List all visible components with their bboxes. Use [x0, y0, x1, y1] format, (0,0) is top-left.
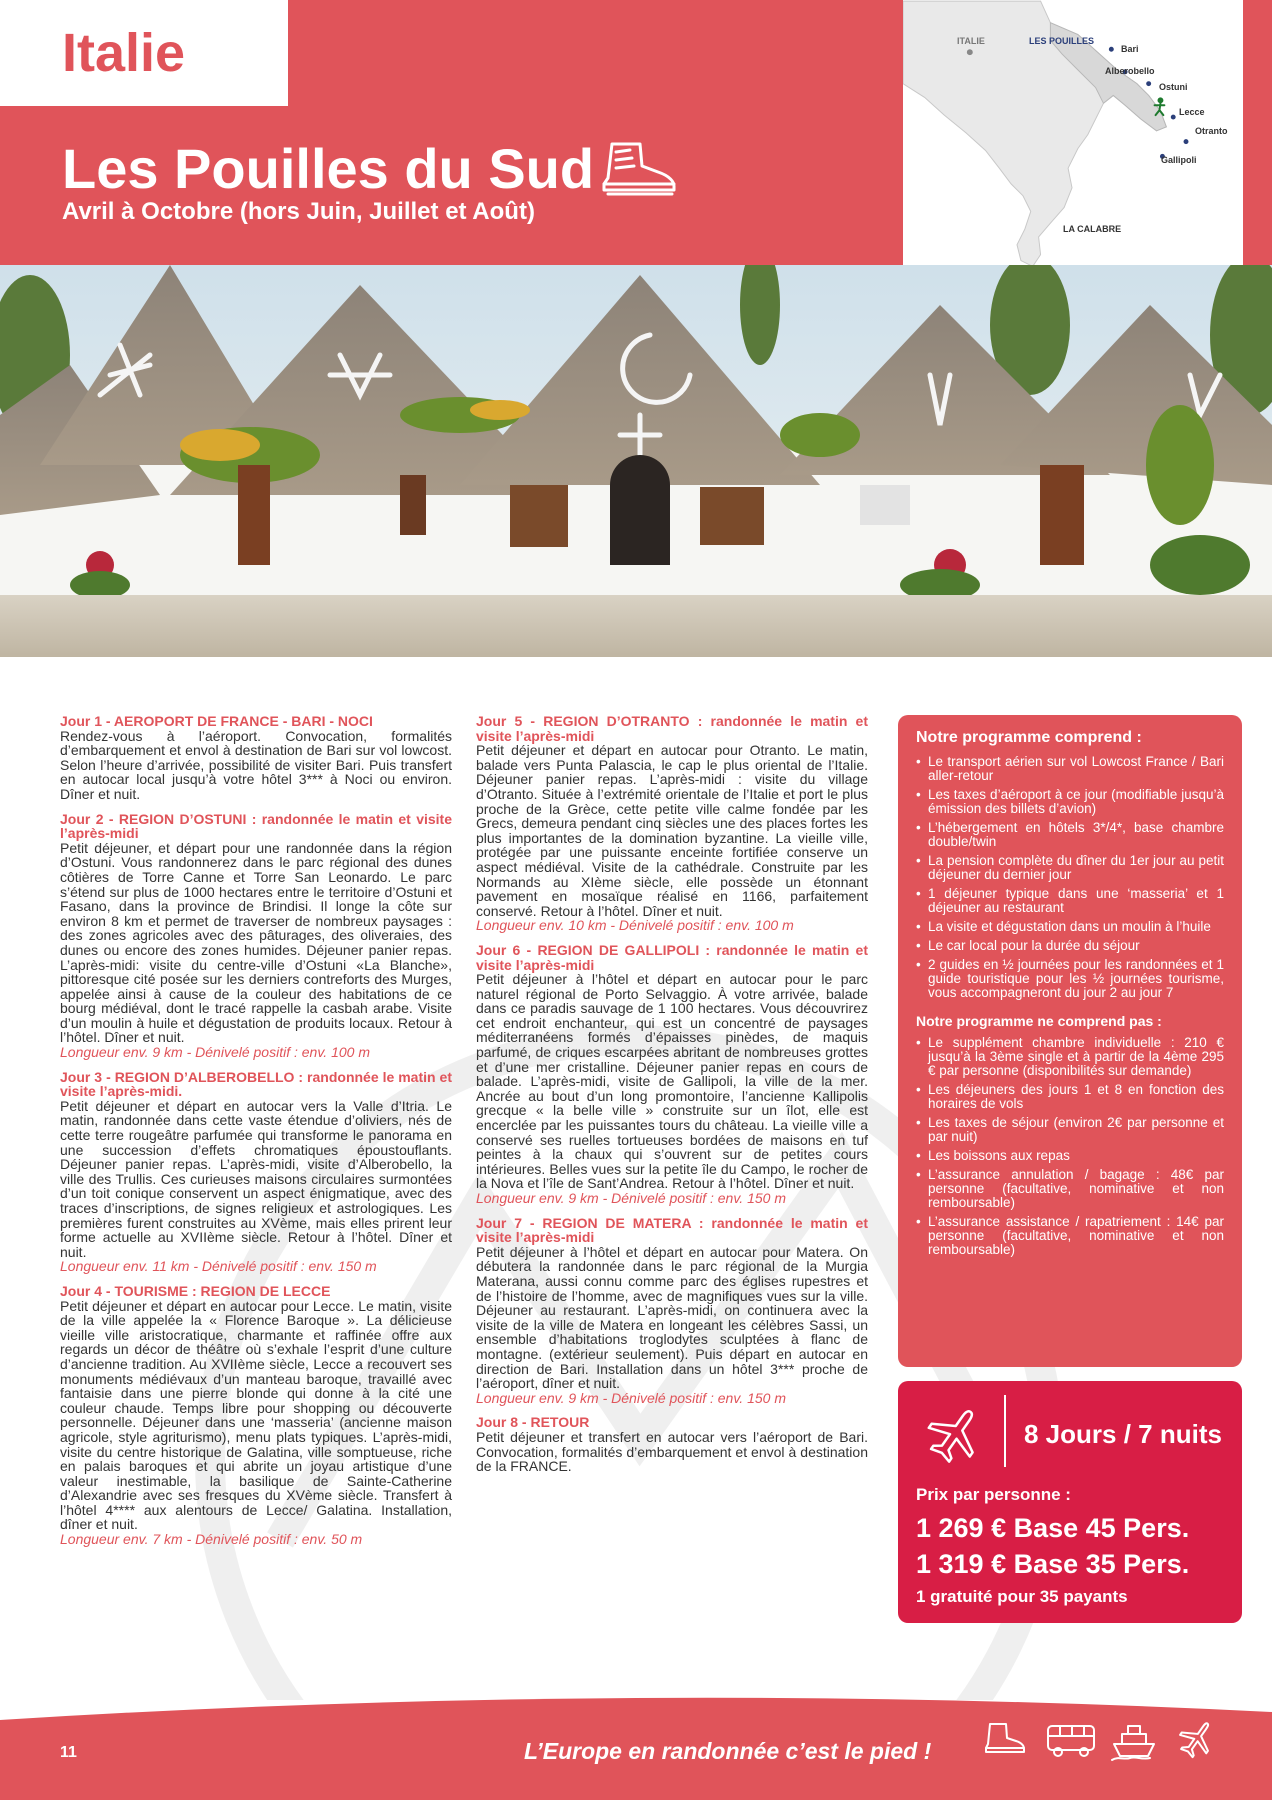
day-text: Petit déjeuner, et départ pour une randonnée dans la région d’Ostuni. Vous randonnerez dans le parc régional des dunes côtières de Torre Canne et Torre San Leonardo. Le parc s’étend sur plus de 1000 hectares entre le territoire d’Ostuni et Fasano, dans la province de Brindisi. Il longe la côte sur environ 8 km et permet de traverser de nombreux paysages : des zones agricoles avec des pâturages, des oliveraies, des dunes ou encore des zones humides. Déjeuner panier repas. L’après-midi: visite du centre-ville d’Ostuni «La Blanche», pittoresque cité posée sur les derniers contreforts des Murges, appelée ainsi à cause de la couleur des habitations de ce bourg médiéval, dont le tracé rappelle la casbah arabe. Visite d’un moulin à huile et dégustation de produits locaux. Retour à l’hôtel. Dîner et nuit.: [60, 839, 452, 1046]
program-includes-box: [898, 715, 1242, 1367]
day-title: Jour 7 - REGION DE MATERA : randonnée le matin et visite l’après-midi: [476, 1214, 868, 1246]
day-title: Jour 5 - REGION D’OTRANTO : randonnée le matin et visite l’après-midi: [476, 713, 868, 744]
day-text: Petit déjeuner à l’hôtel et départ en autocar pour le parc naturel régional de Porto Selvaggio. À votre arrivée, balade dans ce paradis sauvage de 1 100 hectares. Vous découvrirez cet endroit enchanteur, qui est un concentré de paysages méditerranéens formés d’épaisses pinèdes, de maquis parfumé, de criques escarpées abritant de nombreuses grottes et d’une mer cristalline. Déjeuner panier repas en cours de balade. L’après-midi, visite de Gallipoli, la ville de la mer. Ancrée au bout d’un long promontoire, l’ancienne Kallipolis grecque « la belle ville » construite sur un îlot, elle est encerclée par les puissantes tours du château. La vieille ville a conservé ses ruelles tortueuses bordées de maisons en tuf peintes à la chaux qui s’ouvrent sur de petites cours intérieures. Belles vues sur la petite île du Campo, le rocher de la Nova et l’île de Sant’Andrea. Retour à l’hôtel. Dîner et nuit.: [476, 971, 868, 1192]
day-title: Jour 2 - REGION D’OSTUNI : randonnée le matin et visite l’après-midi: [60, 810, 452, 842]
day-text: Petit déjeuner et transfert en autocar vers l’aéroport de Bari. Convocation, formalités d’embarquement et envol à destination de la FRANCE.: [476, 1428, 868, 1475]
day-title: Jour 6 - REGION DE GALLIPOLI : randonnée le matin et visite l’après-midi: [476, 941, 868, 973]
day-4: [60, 1284, 452, 1547]
day-8: [476, 1415, 868, 1473]
hiking-boot-icon: [986, 1724, 1024, 1752]
list-item: • L’hébergement en hôtels 3*/4*, base chambre double/twin: [916, 821, 1224, 849]
itinerary-column-2: [476, 714, 868, 1484]
day-hike-stats: Longueur env. 11 km - Dénivelé positif : env. 150 m: [60, 1258, 377, 1275]
hero-photo-trulli: [0, 265, 1272, 657]
included-list: [916, 755, 1224, 1000]
map-label-lecce: Lecce: [1179, 107, 1205, 117]
page-title: Les Pouilles du Sud: [62, 137, 595, 200]
day-6: [476, 943, 868, 1206]
day-hike-stats: Longueur env. 9 km - Dénivelé positif : env. 100 m: [60, 1044, 370, 1061]
list-item: • L’assurance assistance / rapatriement : 14€ par personne (facultative, nominative et non remboursable): [916, 1215, 1224, 1257]
day-text: Rendez-vous à l’aéroport. Convocation, formalités d’embarquement et envol à destination de Bari sur vol lowcost. Selon l’heure d’arrivée, possibilité de visiter Bari. Puis transfert en autocar local jusqu’à votre hôtel 3*** à Noci ou environ. Dîner et nuit.: [60, 727, 452, 802]
day-7: [476, 1216, 868, 1406]
list-item: • Les taxes d’aéroport à ce jour (modifiable jusqu’à émission des billets d’avion): [916, 788, 1224, 816]
map-label-ostuni: Ostuni: [1159, 82, 1188, 92]
included-title: Notre programme comprend :: [916, 729, 1142, 746]
day-title: Jour 1 - AEROPORT DE FRANCE - BARI - NOCI: [60, 713, 373, 729]
day-title: Jour 8 - RETOUR: [476, 1414, 590, 1431]
day-hike-stats: Longueur env. 10 km - Dénivelé positif : env. 100 m: [476, 917, 794, 934]
region-map: [900, 0, 1246, 300]
day-text: Petit déjeuner et départ en autocar pour Otranto. Le matin, balade vers Punta Palascia, le cap le plus oriental de l’Italie. Déjeuner panier repas. L’après-midi : visite du village d’Otranto. Située à l’extrémité orientale de l’Italie et port le plus proche de la Grèce, cette petite ville calme fondée par les Grecs, demeura pendant cinq siècles une des places fortes les plus importantes de la domination byzantine. La vieille ville, protégée par une puissante enceinte fortifiée conserve un aspect médiéval. Visite de la cathédrale. Construite par les Normands au XIème siècle, elle possède un étonnant pavement en mosaïque réalisé en 1166, parfaitement conservé. Retour à l’hôtel. Dîner et nuit.: [476, 742, 868, 919]
footer-slogan: L’Europe en randonnée c’est le pied !: [524, 1738, 932, 1764]
day-3: [60, 1070, 452, 1274]
day-5: [476, 714, 868, 933]
price-label: Prix par personne :: [916, 1485, 1071, 1504]
ship-icon: [1112, 1726, 1154, 1760]
day-title: Jour 3 - REGION D’ALBEROBELLO : randonnée le matin et visite l’après-midi.: [60, 1068, 452, 1100]
country-title: Italie: [62, 23, 186, 83]
list-item: • Les boissons aux repas: [916, 1149, 1224, 1163]
day-hike-stats: Longueur env. 7 km - Dénivelé positif : env. 50 m: [60, 1531, 363, 1548]
day-text: Petit déjeuner et départ en autocar vers la Valle d’Itria. Le matin, randonnée dans cette vaste étendue d’oliviers, nés de cette terre rougeâtre parfumée qui transforme le panorama en une succession d’effets chromatiques époustouflants. Déjeuner panier repas. L’après-midi, visite d’Alberobello, la ville des Trullis. Ces curieuses maisons circulaires surmontées d’un toit conique conservent un aspect énigmatique, avec des traces d’inscriptions, de signes religieux et astrologiques. Les premières furent construites au XVème, mais elles prirent leur forme actuelle au XVIIème siècle. Retour à l’hôtel. Dîner et nuit.: [60, 1097, 452, 1260]
day-hike-stats: Longueur env. 9 km - Dénivelé positif : env. 150 m: [476, 1389, 786, 1406]
price-box: [898, 1381, 1242, 1623]
day-text: Petit déjeuner et départ en autocar pour Lecce. Le matin, visite de la ville appelée la « Florence Baroque ». La délicieuse vieille ville aristocratique, charmante et raffinée offre aux regards un décor de théâtre où s’exhale l’esprit d’une culture d’ancienne tradition. Au XVIIème siècle, Lecce a recouvert ses monuments médiévaux d’un manteau baroque, travaillé avec fantaisie dans une pierre blonde qui donne à la cité une couleur chaude. Temps libre pour shopping ou découverte personnelle. Déjeuner dans une ‘masseria’ (ancienne maison agricole, style agriturismo), menu plats typiques. L’après-midi, visite du centre historique de Galatina, ville somptueuse, riche en palais baroques et qui abrite un joyau artistique d’une valeur inestimable, la basilique de Sainte-Catherine d’Alexandrie avec ses fresques du XVème siècle. Transfert à l’hôtel 4**** aux alentours de Lecce/ Galatina. Installation, dîner et nuit.: [60, 1297, 452, 1533]
price-base-35: 1 319 € Base 35 Pers.: [916, 1549, 1190, 1579]
divider: [1004, 1395, 1006, 1467]
bus-icon: [1048, 1726, 1094, 1756]
map-label-calabre: LA CALABRE: [1063, 224, 1122, 234]
price-base-45: 1 269 € Base 45 Pers.: [916, 1513, 1190, 1543]
free-place-note: 1 gratuité pour 35 payants: [916, 1587, 1128, 1606]
excluded-list: [916, 1036, 1224, 1257]
day-hike-stats: Longueur env. 9 km - Dénivelé positif : env. 150 m: [476, 1190, 786, 1206]
list-item: • Les déjeuners des jours 1 et 8 en fonction des horaires de vols: [916, 1083, 1224, 1111]
day-1: [60, 714, 452, 802]
footer-icons: [984, 1718, 1220, 1762]
day-text: Petit déjeuner à l’hôtel et départ en autocar pour Matera. On débutera la randonnée dans le parc régional de la Murgia Materana, aussi connu comme parc des églises rupestres et de l’histoire de l’homme, avec de magnifiques vues sur la ville. Déjeuner au restaurant. L’après-midi, on continuera avec la visite de la ville de Matera en longeant les célèbres Sassi, un ensemble d’habitations troglodytes sculptées à flanc de montagne. (extérieur seulement). Puis départ en autocar en direction de Bari. Installation dans un hôtel 3*** proche de l’aéroport, dîner et nuit.: [476, 1243, 868, 1392]
page-subtitle: Avril à Octobre (hors Juin, Juillet et Août): [62, 198, 535, 225]
map-label-otranto: Otranto: [1195, 126, 1228, 136]
trip-duration: 8 Jours / 7 nuits: [1024, 1419, 1222, 1449]
hiking-boot-icon: [598, 138, 678, 198]
excluded-title: Notre programme ne comprend pas :: [916, 1013, 1162, 1029]
list-item: • L’assurance annulation / bagage : 48€ par personne (facultative, nominative et non remboursable): [916, 1168, 1224, 1210]
airplane-icon: [924, 1403, 986, 1465]
map-label-pouilles: LES POUILLES: [1029, 36, 1095, 46]
map-label-bari: Bari: [1121, 44, 1139, 54]
list-item: • Le car local pour la durée du séjour: [916, 939, 1224, 953]
map-label-gallipoli: Gallipoli: [1161, 155, 1197, 165]
list-item: • 1 déjeuner typique dans une ‘masseria’ et 1 déjeuner au restaurant: [916, 887, 1224, 915]
list-item: • La pension complète du dîner du 1er jour au petit déjeuner du dernier jour: [916, 854, 1224, 882]
list-item: • Les taxes de séjour (environ 2€ par personne et par nuit): [916, 1116, 1224, 1144]
airplane-icon: [1174, 1718, 1220, 1762]
day-title: Jour 4 - TOURISME : REGION DE LECCE: [60, 1282, 331, 1299]
map-label-italie: ITALIE: [957, 36, 985, 46]
itinerary-column-1: [60, 714, 452, 1557]
list-item: • La visite et dégustation dans un moulin à l’huile: [916, 920, 1224, 934]
list-item: • Le supplément chambre individuelle : 210 € jusqu’à la 3ème single et à partir de la 4ème 295 € par personne (disponibilités sur demande): [916, 1036, 1224, 1078]
day-2: [60, 812, 452, 1060]
list-item: • 2 guides en ½ journées pour les randonnées et 1 guide touristique pour les ½ journées tourisme, vous accompagneront du jour 2 au jour 7: [916, 958, 1224, 1000]
page-number: 11: [60, 1744, 77, 1761]
list-item: • Le transport aérien sur vol Lowcost France / Bari aller-retour: [916, 755, 1224, 783]
map-label-alberobello: Alberobello: [1105, 66, 1155, 76]
